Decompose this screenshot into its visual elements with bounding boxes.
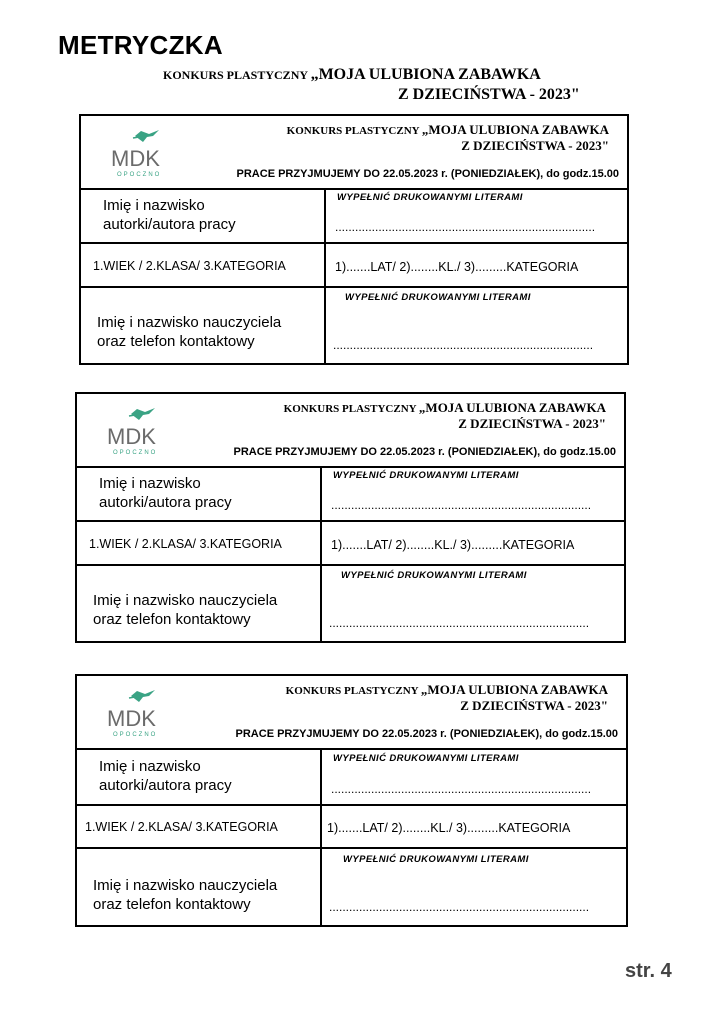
- entry-card-3: [75, 674, 628, 927]
- teacher-label: Imię i nazwisko nauczyciela oraz telefon kontaktowy: [93, 592, 278, 628]
- author-name-field[interactable]: ..............................................................................: [335, 220, 596, 234]
- contest-header-prefix: KONKURS PLASTYCZNY: [163, 68, 311, 82]
- logo-subtext: OPOCZNO: [113, 450, 158, 456]
- deadline-text: PRACE PRZYJMUJEMY DO 22.05.2023 r. (PONIEDZIAŁEK), do godz.15.00: [233, 446, 616, 458]
- logo-subtext: OPOCZNO: [113, 732, 158, 738]
- logo-text: MDK: [107, 706, 156, 731]
- age-class-category-label: 1.WIEK / 2.KLASA/ 3.KATEGORIA: [85, 820, 278, 834]
- author-name-field[interactable]: ..............................................................................: [331, 782, 592, 796]
- card-title-prefix: KONKURS PLASTYCZNY: [285, 685, 421, 697]
- card-title-prefix: KONKURS PLASTYCZNY: [286, 125, 422, 137]
- age-class-category-field[interactable]: 1).......LAT/ 2)........KL./ 3).........KATEGORIA: [327, 821, 571, 835]
- page-title: METRYCZKA: [58, 30, 223, 60]
- card-title-name: „MOJA ULUBIONA ZABAWKA: [418, 400, 606, 415]
- author-name-field[interactable]: ..............................................................................: [331, 498, 592, 512]
- author-label: Imię i nazwisko autorki/autora pracy: [99, 475, 232, 511]
- fill-hint: WYPEŁNIĆ DRUKOWANYMI LITERAMI: [343, 854, 529, 865]
- contest-header-line-2: Z DZIECIŃSTWA - 2023": [398, 86, 580, 103]
- card-title-line-1: [286, 682, 608, 698]
- age-class-category-field[interactable]: 1).......LAT/ 2)........KL./ 3).........KATEGORIA: [331, 538, 575, 552]
- entry-card-1: [79, 114, 629, 365]
- teacher-label: Imię i nazwisko nauczyciela oraz telefon kontaktowy: [93, 877, 278, 913]
- fill-hint: WYPEŁNIĆ DRUKOWANYMI LITERAMI: [333, 470, 519, 481]
- author-row: [77, 466, 624, 522]
- card-title-line-2: Z DZIECIŃSTWA - 2023": [458, 416, 606, 431]
- age-row: [81, 244, 627, 288]
- entry-card-2: [75, 392, 626, 643]
- teacher-name-phone-field[interactable]: ..............................................................................: [333, 338, 594, 352]
- fill-hint: WYPEŁNIĆ DRUKOWANYMI LITERAMI: [337, 192, 523, 203]
- author-row: [81, 188, 627, 244]
- mdk-logo-icon: [99, 682, 171, 738]
- card-title-name: „MOJA ULUBIONA ZABAWKA: [420, 682, 608, 697]
- author-row: [77, 748, 626, 806]
- age-row: [77, 522, 624, 566]
- card-header: [77, 394, 624, 468]
- fill-hint: WYPEŁNIĆ DRUKOWANYMI LITERAMI: [333, 753, 519, 764]
- card-title-name: „MOJA ULUBIONA ZABAWKA: [421, 122, 609, 137]
- card-title-line-2: Z DZIECIŃSTWA - 2023": [461, 138, 609, 153]
- age-class-category-label: 1.WIEK / 2.KLASA/ 3.KATEGORIA: [93, 259, 286, 273]
- author-label: Imię i nazwisko autorki/autora pracy: [99, 758, 232, 794]
- age-class-category-label: 1.WIEK / 2.KLASA/ 3.KATEGORIA: [89, 537, 282, 551]
- card-title-prefix: KONKURS PLASTYCZNY: [283, 403, 419, 415]
- fill-hint: WYPEŁNIĆ DRUKOWANYMI LITERAMI: [345, 292, 531, 303]
- card-title-line-1: [287, 122, 609, 138]
- teacher-name-phone-field[interactable]: ..............................................................................: [329, 900, 590, 914]
- deadline-text: PRACE PRZYJMUJEMY DO 22.05.2023 r. (PONIEDZIAŁEK), do godz.15.00: [236, 168, 619, 180]
- teacher-name-phone-field[interactable]: ..............................................................................: [329, 616, 590, 630]
- mdk-logo-icon: [103, 122, 175, 178]
- deadline-text: PRACE PRZYJMUJEMY DO 22.05.2023 r. (PONIEDZIAŁEK), do godz.15.00: [235, 728, 618, 740]
- age-class-category-field[interactable]: 1).......LAT/ 2)........KL./ 3).........KATEGORIA: [335, 260, 579, 274]
- card-title-line-1: [284, 400, 606, 416]
- contest-header-name: „MOJA ULUBIONA ZABAWKA: [310, 66, 541, 83]
- mdk-logo-icon: [99, 400, 171, 456]
- teacher-label: Imię i nazwisko nauczyciela oraz telefon kontaktowy: [97, 314, 282, 350]
- fill-hint: WYPEŁNIĆ DRUKOWANYMI LITERAMI: [341, 570, 527, 581]
- teacher-row: [77, 566, 624, 643]
- page-number: str. 4: [625, 960, 672, 982]
- card-header: [77, 676, 626, 750]
- logo-text: MDK: [107, 424, 156, 449]
- card-header: [81, 116, 627, 190]
- contest-header-line-1: [163, 66, 541, 84]
- logo-subtext: OPOCZNO: [117, 172, 162, 178]
- teacher-row: [81, 288, 627, 365]
- card-title-line-2: Z DZIECIŃSTWA - 2023": [460, 698, 608, 713]
- logo-text: MDK: [111, 146, 160, 171]
- teacher-row: [77, 849, 626, 927]
- author-label: Imię i nazwisko autorki/autora pracy: [103, 197, 236, 233]
- age-row: [77, 806, 626, 849]
